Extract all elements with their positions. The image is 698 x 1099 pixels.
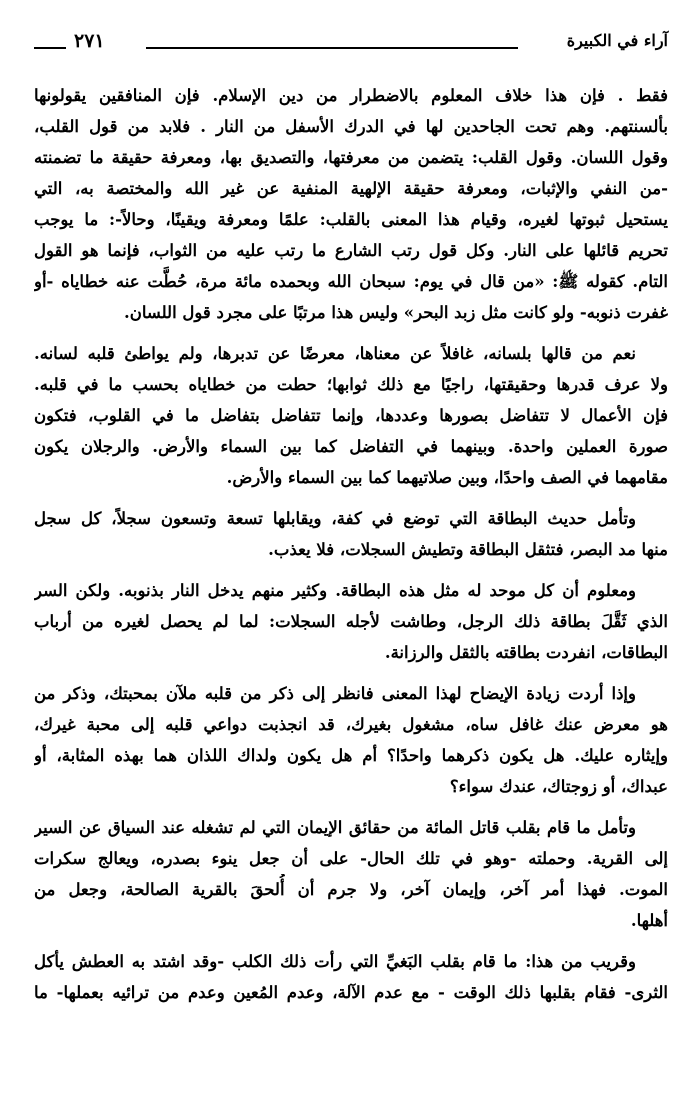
text-line: الموت. فهذا أمر آخر، وإيمان آخر، ولا جرم أن أُلحقَ بالقرية الصالحة، وجعل من bbox=[34, 880, 668, 899]
header-rule-left bbox=[34, 47, 66, 49]
text-line: صورة العملين واحدة. وبينهما في التفاضل كما بين السماء والأرض. والرجلان يكون bbox=[34, 437, 668, 456]
running-header bbox=[34, 28, 668, 58]
paragraph-7 bbox=[34, 946, 668, 1008]
text-line: هو معرض عنك غافل ساه، مشغول بغيرك، قد انجذبت دواعي قلبه إلى محبة غيرك، bbox=[34, 715, 668, 734]
text-line: تحريم قائلها على النار. وكل قول رتب الشارع ما رتب عليه من الثواب، فإنما هو القول bbox=[34, 241, 668, 260]
text-line: إلى القرية. وحملته -وهو في تلك الحال- على أن جعل ينوء بصدره، ويعالج سكرات bbox=[34, 849, 668, 868]
text-line: وتأمل ما قام بقلب قاتل المائة من حقائق الإيمان التي لم تشغله عند السياق عن السير bbox=[34, 818, 636, 837]
text-line: يستحيل ثبوتها لغيره، وقيام هذا المعنى بالقلب: علمًا ومعرفة ويقينًا، وحالاً-: ما يوجب bbox=[34, 210, 668, 229]
text-line: نعم من قالها بلسانه، غافلاً عن معناها، معرضًا عن تدبرها، ولم يواطئ قلبه لسانه. bbox=[34, 344, 636, 363]
text-line: وإذا أردت زيادة الإيضاح لهذا المعنى فانظر إلى ذكر من قلبه ملآن بمحبتك، وذكر من bbox=[34, 684, 636, 703]
running-title: آراء في الكبيرة bbox=[566, 31, 668, 50]
text-line: ومعلوم أن كل موحد له مثل هذه البطاقة. وكثير منهم يدخل النار بذنوبه. ولكن السر bbox=[34, 581, 636, 600]
paragraph-3 bbox=[34, 503, 668, 565]
text-line: -من النفي والإثبات، ومعرفة حقيقة الإلهية المنفية عن غير الله والمختصة به، التي bbox=[34, 179, 668, 198]
text-line: وتأمل حديث البطاقة التي توضع في كفة، ويقابلها تسعة وتسعون سجلاً، كل سجل bbox=[34, 509, 636, 528]
text-line: الثرى- فقام بقلبها ذلك الوقت - مع عدم الآلة، وعدم المُعين وعدم من ترائيه بعملها- ما bbox=[34, 983, 668, 1002]
header-rule bbox=[146, 47, 518, 49]
text-line: الذي ثَقَّلَ بطاقة ذلك الرجل، وطاشت لأجله السجلات: لما لم يحصل لغيره من أرباب bbox=[34, 612, 668, 631]
paragraph-5 bbox=[34, 678, 668, 802]
page-body bbox=[34, 80, 668, 1018]
text-line: أهلها. bbox=[630, 911, 668, 930]
text-line: وقول اللسان. وقول القلب: يتضمن من معرفتها، والتصديق بها، ومعرفة حقيقة ما تضمنته bbox=[34, 148, 668, 167]
text-line: مقامهما في الصف واحدًا، وبين صلاتيهما كما بين السماء والأرض. bbox=[226, 468, 668, 487]
paragraph-4 bbox=[34, 575, 668, 668]
text-line: منها مد البصر، فتثقل البطاقة وتطيش السجلات، فلا يعذب. bbox=[268, 540, 668, 559]
paragraph-2 bbox=[34, 338, 668, 493]
text-line: وقريب من هذا: ما قام بقلب البَغيِّ التي رأت ذلك الكلب -وقد اشتد به العطش يأكل bbox=[34, 952, 636, 971]
text-line: فإن الأعمال لا تتفاضل بصورها وعددها، وإنما تتفاضل بتفاضل ما في القلوب، فتكون bbox=[34, 406, 668, 425]
page-number: ٢٧١ bbox=[74, 30, 105, 52]
text-line: بألسنتهم. وهم تحت الجاحدين لها في الدرك الأسفل من النار . فلابد من قول القلب، bbox=[34, 117, 668, 136]
text-line: غفرت ذنوبه- ولو كانت مثل زبد البحر» وليس هذا مرتبًا على مجرد قول اللسان. bbox=[123, 303, 668, 322]
paragraph-6 bbox=[34, 812, 668, 936]
text-line: فقط . فإن هذا خلاف المعلوم بالاضطرار من دين الإسلام. فإن المنافقين يقولونها bbox=[34, 86, 668, 105]
text-line: البطاقات، انفردت بطاقته بالثقل والرزانة. bbox=[384, 643, 668, 662]
text-line: عبداك، أو زوجتاك، عندك سواء؟ bbox=[449, 777, 668, 796]
paragraph-1 bbox=[34, 80, 668, 328]
text-line: التام. كقوله ﷺ: «من قال في يوم: سبحان الله وبحمده مائة مرة، حُطَّت عنه خطاياه -أو bbox=[34, 272, 668, 291]
text-line: ولا عرف قدرها وحقيقتها، راجيًا مع ذلك ثوابها؛ حطت من خطاياه بحسب ما في قلبه. bbox=[34, 375, 668, 394]
text-line: وإيثاره عليك. هل يكون ذكرهما واحدًا؟ أم هل يكون ولداك اللذان هما بهذه المثابة، أو bbox=[34, 746, 668, 765]
